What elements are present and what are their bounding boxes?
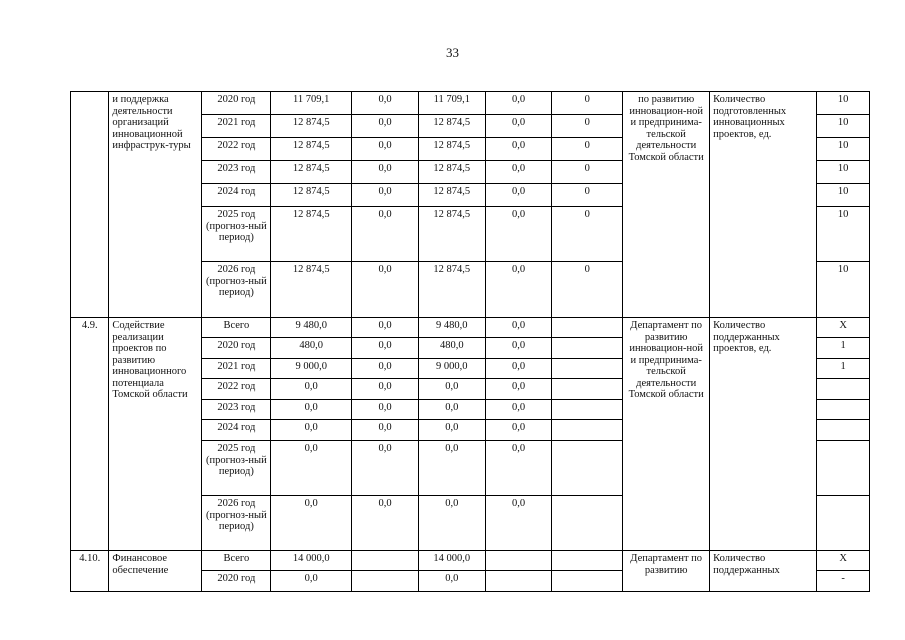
local-cell: 0,0 (485, 115, 552, 138)
local-cell: 0,0 (485, 420, 552, 441)
total-cell: 0,0 (271, 441, 352, 496)
indicator-value-cell: - (817, 571, 870, 592)
federal-cell: 0,0 (352, 441, 419, 496)
indicator-value-cell: 10 (817, 115, 870, 138)
year-cell: 2023 год (202, 161, 271, 184)
local-cell: 0,0 (485, 441, 552, 496)
indicator-value-cell: 1 (817, 359, 870, 379)
local-cell: 0,0 (485, 92, 552, 115)
total-cell: 9 480,0 (271, 318, 352, 338)
regional-cell: 12 874,5 (418, 115, 485, 138)
indicator-value-cell (817, 441, 870, 496)
indicator-value-cell (817, 420, 870, 441)
regional-cell: 14 000,0 (418, 551, 485, 571)
year-cell: 2024 год (202, 184, 271, 207)
total-cell: 0,0 (271, 420, 352, 441)
regional-cell: 11 709,1 (418, 92, 485, 115)
executor-cell: по развитию инновацион-ной и предпринима-тельской деятельности Томской области (623, 92, 710, 318)
regional-cell: 12 874,5 (418, 138, 485, 161)
local-cell: 0,0 (485, 379, 552, 400)
year-cell: 2021 год (202, 359, 271, 379)
indicator-name-cell: Количество поддержанных проектов, ед. (710, 318, 817, 551)
regional-cell: 0,0 (418, 441, 485, 496)
federal-cell: 0,0 (352, 262, 419, 318)
total-cell: 0,0 (271, 400, 352, 420)
year-cell: 2026 год (прогноз-ный период) (202, 262, 271, 318)
year-cell: 2020 год (202, 338, 271, 359)
table-row (71, 551, 870, 571)
item-number: 4.10. (71, 551, 109, 592)
extra-budget-cell (552, 318, 623, 338)
extra-budget-cell: 0 (552, 92, 623, 115)
federal-cell: 0,0 (352, 420, 419, 441)
local-cell: 0,0 (485, 400, 552, 420)
total-cell: 12 874,5 (271, 138, 352, 161)
local-cell: 0,0 (485, 338, 552, 359)
federal-cell: 0,0 (352, 138, 419, 161)
local-cell: 0,0 (485, 359, 552, 379)
year-cell: 2023 год (202, 400, 271, 420)
extra-budget-cell: 0 (552, 138, 623, 161)
regional-cell: 480,0 (418, 338, 485, 359)
total-cell: 14 000,0 (271, 551, 352, 571)
indicator-value-cell: 1 (817, 338, 870, 359)
local-cell: 0,0 (485, 496, 552, 551)
item-name: и поддержка деятельности организаций инновационной инфраструк-туры (109, 92, 202, 318)
regional-cell: 12 874,5 (418, 262, 485, 318)
extra-budget-cell (552, 441, 623, 496)
year-cell: 2025 год (прогноз-ный период) (202, 441, 271, 496)
year-cell: Всего (202, 318, 271, 338)
regional-cell: 0,0 (418, 420, 485, 441)
federal-cell: 0,0 (352, 115, 419, 138)
year-cell: 2022 год (202, 138, 271, 161)
year-cell: 2025 год (прогноз-ный период) (202, 207, 271, 262)
extra-budget-cell: 0 (552, 207, 623, 262)
item-number: 4.9. (71, 318, 109, 551)
regional-cell: 0,0 (418, 400, 485, 420)
indicator-value-cell: 10 (817, 161, 870, 184)
indicator-name-cell: Количество поддержанных (710, 551, 817, 592)
total-cell: 12 874,5 (271, 161, 352, 184)
total-cell: 0,0 (271, 379, 352, 400)
local-cell: 0,0 (485, 207, 552, 262)
indicator-value-cell: 10 (817, 184, 870, 207)
total-cell: 12 874,5 (271, 207, 352, 262)
extra-budget-cell (552, 379, 623, 400)
year-cell: 2020 год (202, 571, 271, 592)
local-cell: 0,0 (485, 138, 552, 161)
year-cell: 2024 год (202, 420, 271, 441)
indicator-value-cell (817, 400, 870, 420)
extra-budget-cell (552, 551, 623, 571)
total-cell: 11 709,1 (271, 92, 352, 115)
total-cell: 12 874,5 (271, 184, 352, 207)
indicator-value-cell: X (817, 318, 870, 338)
extra-budget-cell: 0 (552, 184, 623, 207)
extra-budget-cell (552, 400, 623, 420)
regional-cell: 12 874,5 (418, 184, 485, 207)
item-name: Финансовое обеспечение (109, 551, 202, 592)
executor-cell: Департамент по развитию инновацион-ной и предпринима-тельской деятельности Томской области (623, 318, 710, 551)
item-number (71, 92, 109, 318)
executor-cell: Департамент по развитию (623, 551, 710, 592)
federal-cell: 0,0 (352, 379, 419, 400)
extra-budget-cell: 0 (552, 262, 623, 318)
table-body (71, 92, 870, 592)
federal-cell: 0,0 (352, 338, 419, 359)
indicator-value-cell (817, 379, 870, 400)
extra-budget-cell (552, 496, 623, 551)
year-cell: 2020 год (202, 92, 271, 115)
federal-cell (352, 571, 419, 592)
federal-cell: 0,0 (352, 207, 419, 262)
local-cell (485, 571, 552, 592)
item-name: Содействие реализации проектов по развитию инновационного потенциала Томской области (109, 318, 202, 551)
regional-cell: 12 874,5 (418, 161, 485, 184)
indicator-name-cell: Количество подготовленных инновационных проектов, ед. (710, 92, 817, 318)
total-cell: 9 000,0 (271, 359, 352, 379)
year-cell: 2026 год (прогноз-ный период) (202, 496, 271, 551)
extra-budget-cell: 0 (552, 161, 623, 184)
local-cell: 0,0 (485, 161, 552, 184)
table-row (71, 318, 870, 338)
extra-budget-cell (552, 359, 623, 379)
year-cell: 2022 год (202, 379, 271, 400)
total-cell: 480,0 (271, 338, 352, 359)
regional-cell: 9 480,0 (418, 318, 485, 338)
regional-cell: 0,0 (418, 379, 485, 400)
extra-budget-cell (552, 571, 623, 592)
indicator-value-cell: 10 (817, 92, 870, 115)
local-cell: 0,0 (485, 184, 552, 207)
total-cell: 12 874,5 (271, 262, 352, 318)
indicator-value-cell: 10 (817, 138, 870, 161)
federal-cell (352, 551, 419, 571)
table-row (71, 92, 870, 115)
federal-cell: 0,0 (352, 161, 419, 184)
federal-cell: 0,0 (352, 496, 419, 551)
extra-budget-cell: 0 (552, 115, 623, 138)
federal-cell: 0,0 (352, 359, 419, 379)
regional-cell: 0,0 (418, 496, 485, 551)
program-table (70, 91, 870, 592)
federal-cell: 0,0 (352, 400, 419, 420)
federal-cell: 0,0 (352, 184, 419, 207)
federal-cell: 0,0 (352, 92, 419, 115)
total-cell: 12 874,5 (271, 115, 352, 138)
indicator-value-cell: 10 (817, 207, 870, 262)
local-cell (485, 551, 552, 571)
regional-cell: 0,0 (418, 571, 485, 592)
indicator-value-cell: X (817, 551, 870, 571)
regional-cell: 9 000,0 (418, 359, 485, 379)
page-number: 33 (446, 45, 459, 60)
regional-cell: 12 874,5 (418, 207, 485, 262)
indicator-value-cell: 10 (817, 262, 870, 318)
local-cell: 0,0 (485, 318, 552, 338)
year-cell: 2021 год (202, 115, 271, 138)
extra-budget-cell (552, 338, 623, 359)
federal-cell: 0,0 (352, 318, 419, 338)
total-cell: 0,0 (271, 496, 352, 551)
local-cell: 0,0 (485, 262, 552, 318)
indicator-value-cell (817, 496, 870, 551)
year-cell: Всего (202, 551, 271, 571)
extra-budget-cell (552, 420, 623, 441)
total-cell: 0,0 (271, 571, 352, 592)
